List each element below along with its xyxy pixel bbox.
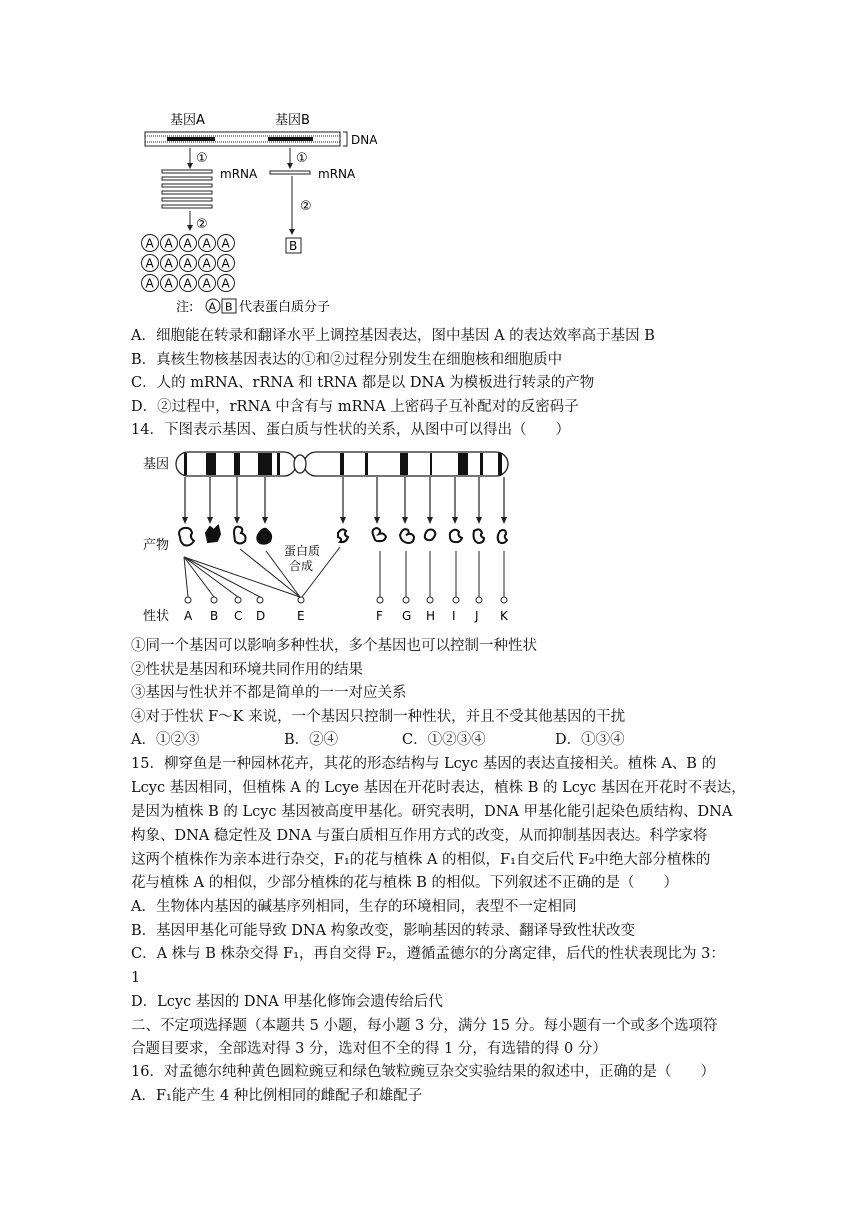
protein-a-group xyxy=(142,235,235,292)
protein-a-circle xyxy=(142,255,159,272)
trait-dot xyxy=(298,597,304,603)
protein-a-circle xyxy=(199,275,216,292)
svg-text:A: A xyxy=(202,236,211,251)
q15-line-3: 是因为植株 B 的 Lcyc 基因被高度甲基化。研究表明，DNA 甲基化能引起染色质结构、DNA xyxy=(131,804,733,820)
step2-label-a: ② xyxy=(196,217,208,232)
protein-a-circle xyxy=(218,235,235,252)
protein-a-circle xyxy=(142,275,159,292)
note-protein-a-letter: A xyxy=(208,300,217,314)
q14-statement-3: ③基因与性状并不都是简单的一一对应关系 xyxy=(131,685,407,701)
svg-text:A: A xyxy=(221,236,230,251)
trait-letters xyxy=(184,609,509,623)
protein-a-circle xyxy=(218,275,235,292)
gene-arrow xyxy=(501,477,507,524)
trait-letter-A: A xyxy=(184,609,193,623)
q13-option-b: B．真核生物核基因表达的①和②过程分别发生在细胞核和细胞质中 xyxy=(131,352,563,368)
gene-arrow xyxy=(402,477,408,524)
trait-dot xyxy=(476,597,482,603)
trait-letter-C: C xyxy=(234,609,243,623)
gene-arrow xyxy=(234,477,240,524)
note-suffix: 代表蛋白质分子 xyxy=(239,300,331,315)
svg-text:A: A xyxy=(183,236,192,251)
svg-text:A: A xyxy=(183,276,192,291)
svg-text:A: A xyxy=(145,276,154,291)
q16-option-a: A．F₁能产生 4 种比例相同的雌配子和雄配子 xyxy=(131,1088,423,1104)
trait-dot xyxy=(403,597,409,603)
synthesis-label-2: 合成 xyxy=(289,559,314,573)
trait-letter-B: B xyxy=(210,609,219,623)
trait-letter-E: E xyxy=(297,609,305,623)
protein-a-circle xyxy=(199,255,216,272)
mrna-label-a: mRNA xyxy=(220,167,258,181)
gene-arrow xyxy=(340,477,346,524)
gene-arrow xyxy=(427,477,433,524)
svg-text:A: A xyxy=(145,256,154,271)
q15-option-a: A．生物体内基因的碱基序列相同，生存的环境相同，表型不一定相同 xyxy=(131,899,577,915)
svg-text:A: A xyxy=(202,256,211,271)
trait-letter-G: G xyxy=(402,609,412,623)
gene-arrow xyxy=(207,477,213,524)
q15-option-b: B．基因甲基化可能导致 DNA 构象改变，影响基因的转录、翻译导致性状改变 xyxy=(131,923,636,939)
gene-row-label: 基因 xyxy=(143,457,170,472)
q14-option-d: D．①③④ xyxy=(555,732,625,748)
trait-links xyxy=(184,547,504,597)
svg-text:A: A xyxy=(221,276,230,291)
gene-trait-diagram xyxy=(140,447,520,627)
protein-a-circle xyxy=(142,235,159,252)
q16-stem: 16．对孟德尔纯种黄色圆粒豌豆和绿色皱粒豌豆杂交实验结果的叙述中，正确的是（ ） xyxy=(131,1064,715,1080)
gene-arrow xyxy=(182,477,188,524)
note-prefix: 注: xyxy=(176,300,194,315)
gene-expression-diagram xyxy=(140,108,380,320)
q14-stem: 14．下图表示基因、蛋白质与性状的关系，从图中可以得出（ ） xyxy=(131,422,570,438)
trait-dot xyxy=(377,597,383,603)
svg-text:A: A xyxy=(164,236,173,251)
protein-a-circle xyxy=(180,275,197,292)
mrna-stack-a xyxy=(162,170,212,208)
q15-option-d: D．Lcyc 基因的 DNA 甲基化修饰会遗传给后代 xyxy=(131,994,443,1010)
gene-b-label: 基因B xyxy=(275,113,310,128)
protein-a-circle xyxy=(180,255,197,272)
q14-option-b: B．②④ xyxy=(284,732,339,748)
gene-arrows xyxy=(182,477,507,524)
protein-a-circle xyxy=(161,275,178,292)
q15-line-4: 构象、DNA 稳定性及 DNA 与蛋白质相互作用方式的改变，从而抑制基因表达。科学家将 xyxy=(131,828,708,844)
q15-line-2: Lcyc 基因相同，但植株 A 的 Lcye 基因在开花时表达，植株 B 的 Lcyc 基因在开花时不表达， xyxy=(131,780,746,796)
trait-row-label: 性状 xyxy=(143,609,170,624)
trait-letter-D: D xyxy=(256,609,266,623)
trait-letter-I: I xyxy=(452,609,456,623)
protein-a-circle xyxy=(218,255,235,272)
gene-a-label: 基因A xyxy=(170,113,205,128)
gene-arrow xyxy=(262,477,268,524)
mrna-label-b: mRNA xyxy=(318,167,356,181)
chromosome xyxy=(176,452,508,476)
protein-a-circle xyxy=(161,255,178,272)
trait-dot xyxy=(185,597,191,603)
trait-dot xyxy=(235,597,241,603)
protein-a-circle xyxy=(161,235,178,252)
q13-option-a: A．细胞能在转录和翻译水平上调控基因表达，图中基因 A 的表达效率高于基因 B xyxy=(131,328,655,344)
gene-arrow xyxy=(374,477,380,524)
gene-arrow xyxy=(452,477,458,524)
trait-dots xyxy=(185,597,507,603)
step1-label-b: ① xyxy=(296,151,308,166)
trait-letter-H: H xyxy=(426,609,436,623)
trait-letter-F: F xyxy=(376,609,383,623)
q13-option-d: D．②过程中，rRNA 中含有与 mRNA 上密码子互补配对的反密码子 xyxy=(131,399,579,415)
svg-text:A: A xyxy=(221,256,230,271)
dna-label: DNA xyxy=(351,133,378,147)
gene-arrow xyxy=(476,477,482,524)
step2-label-b: ② xyxy=(300,199,312,214)
q13-option-c: C．人的 mRNA、rRNA 和 tRNA 都是以 DNA 为模板进行转录的产物 xyxy=(131,375,595,391)
q14-statement-2: ②性状是基因和环境共同作用的结果 xyxy=(131,662,363,678)
trait-letter-K: K xyxy=(500,609,508,623)
trait-dot xyxy=(453,597,459,603)
q14-option-c: C．①②③④ xyxy=(402,732,486,748)
mrna-single-b xyxy=(270,171,310,174)
product-row-label: 产物 xyxy=(143,538,170,553)
q15-option-c-cont: 1 xyxy=(131,970,141,986)
svg-text:A: A xyxy=(145,236,154,251)
trait-letter-J: J xyxy=(475,609,479,623)
protein-b-label: B xyxy=(289,239,298,253)
trait-dot xyxy=(427,597,433,603)
trait-dot xyxy=(211,597,217,603)
svg-text:A: A xyxy=(164,256,173,271)
q14-option-a: A．①②③ xyxy=(131,732,200,748)
section2-line-1: 二、不定项选择题（本题共 5 小题，每小题 3 分，满分 15 分。每小题有一个或多个选项符 xyxy=(131,1018,718,1034)
svg-text:A: A xyxy=(202,276,211,291)
trait-dot xyxy=(501,597,507,603)
dna-strand xyxy=(145,132,340,146)
section2-line-2: 合题目要求，全部选对得 3 分，选对但不全的得 1 分，有选错的得 0 分） xyxy=(131,1041,607,1057)
synthesis-label-1: 蛋白质 xyxy=(284,544,321,558)
q14-statement-4: ④对于性状 F～K 来说，一个基因只控制一种性状，并且不受其他基因的干扰 xyxy=(131,709,626,725)
svg-text:A: A xyxy=(164,276,173,291)
product-shapes xyxy=(179,526,507,546)
protein-a-circle xyxy=(180,235,197,252)
q15-line-1: 15．柳穿鱼是一种园林花卉，其花的形态结构与 Lcyc 基因的表达直接相关。植株 A、B 的 xyxy=(131,756,717,772)
q15-option-c: C．A 株与 B 株杂交得 F₁，再自交得 F₂，遵循孟德尔的分离定律，后代的性状表现比为 3： xyxy=(131,946,725,962)
step1-label-a: ① xyxy=(196,151,208,166)
q15-line-5: 这两个植株作为亲本进行杂交，F₁的花与植株 A 的相似，F₁自交后代 F₂中绝大部分植株的 xyxy=(131,852,711,868)
protein-a-circle xyxy=(199,235,216,252)
q14-statement-1: ①同一个基因可以影响多种性状，多个基因也可以控制一种性状 xyxy=(131,638,537,654)
trait-dot xyxy=(257,597,263,603)
svg-text:A: A xyxy=(183,256,192,271)
q15-line-6: 花与植株 A 的相似，少部分植株的花与植株 B 的相似。下列叙述不正确的是（ ） xyxy=(131,875,679,891)
note-protein-b-letter: B xyxy=(225,300,233,314)
